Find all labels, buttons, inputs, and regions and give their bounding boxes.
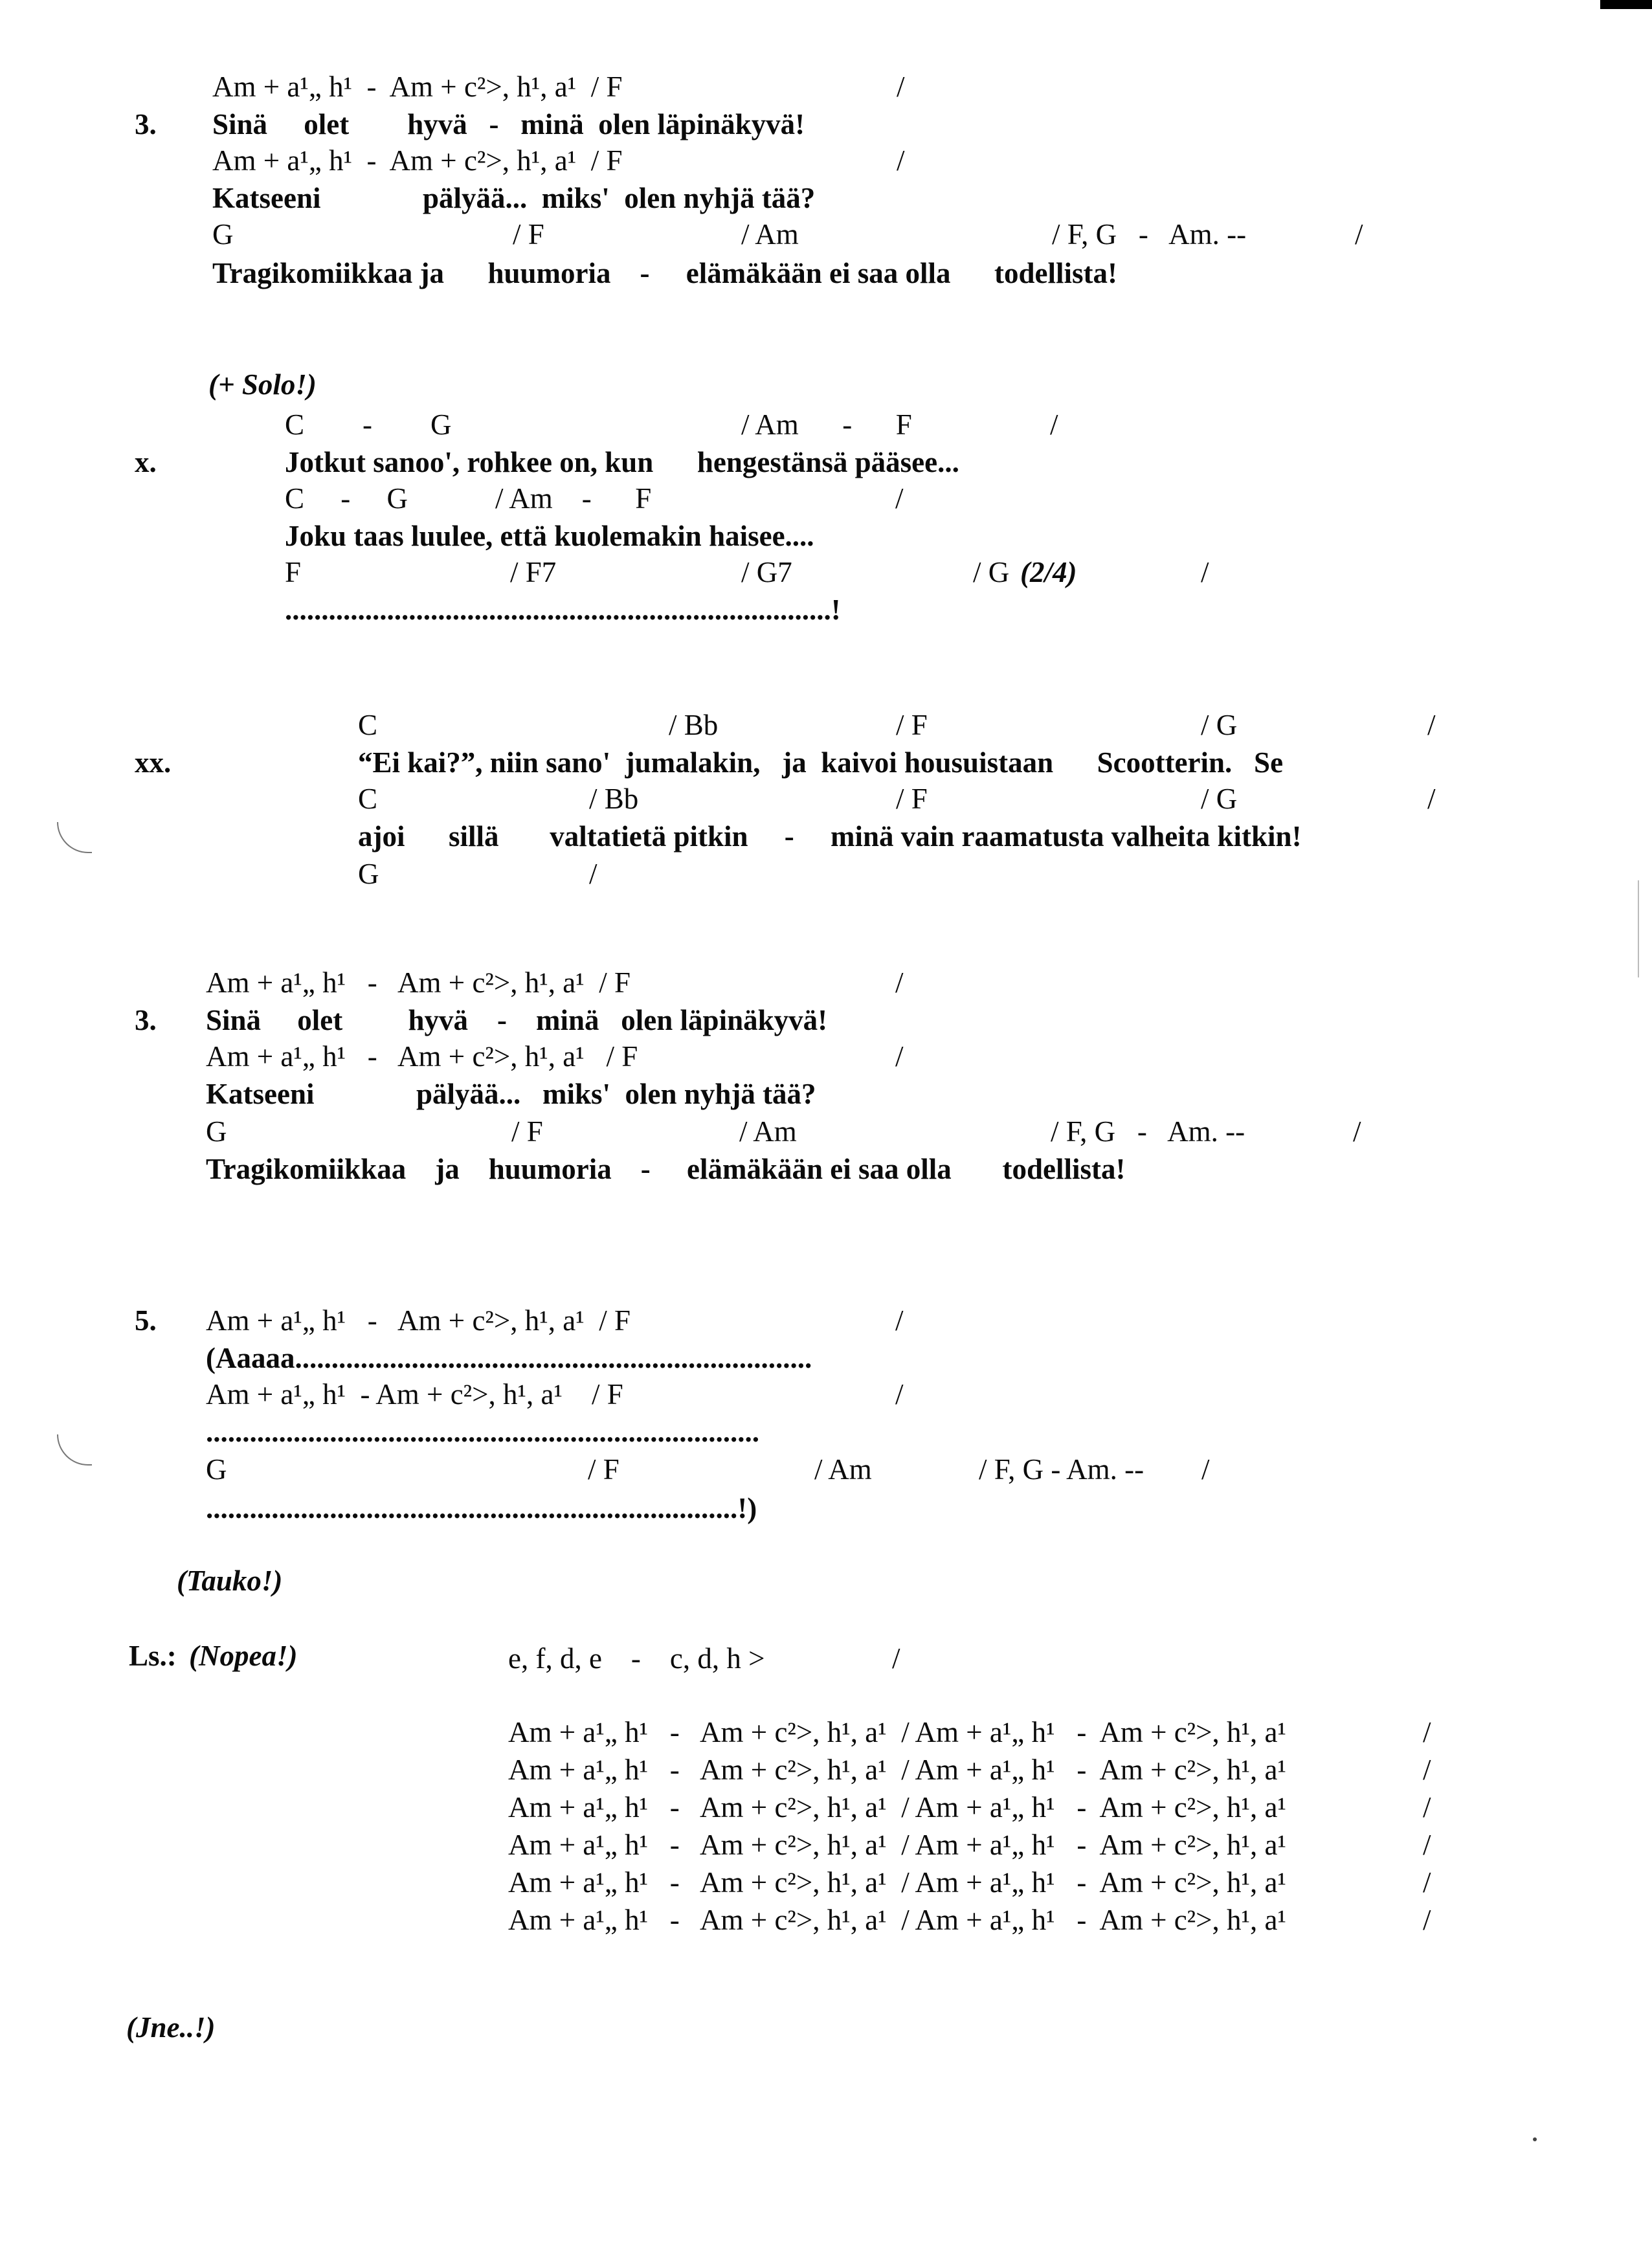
bar-mark: / [1355, 218, 1363, 251]
chord: / F, G - Am. -- [979, 1453, 1144, 1486]
chord-line: Am + a¹„ h¹ - Am + c²>, h¹, a¹ / Am + a¹„ h¹ - Am + c²>, h¹, a¹ [508, 1791, 1286, 1823]
chord-line: Am + a¹„ h¹ - Am + c²>, h¹, a¹ / Am + a¹„ h¹ - Am + c²>, h¹, a¹ [508, 1904, 1286, 1936]
bar-mark: / [589, 858, 597, 890]
bar-mark: / [1201, 556, 1209, 588]
note-sequence: e, f, d, e - c, d, h > [508, 1642, 765, 1675]
scan-corner-mark [1600, 0, 1652, 9]
chord: C [358, 783, 378, 815]
bar-mark: / [1050, 408, 1058, 441]
time-signature: (2/4) [1020, 556, 1077, 588]
chord: G [212, 218, 234, 251]
chord-line: Am + a¹„ h¹ - Am + c²>, h¹, a¹ / F [212, 144, 623, 177]
section-note: (+ Solo!) [208, 368, 317, 401]
chord: F [285, 556, 302, 588]
verse-number: 3. [135, 108, 157, 140]
chord: / Am [741, 218, 799, 251]
hole-punch-mark [57, 1434, 92, 1466]
bar-mark: / [1353, 1115, 1361, 1148]
chord-line: Am + a¹„ h¹ - Am + c²>, h¹, a¹ / F [206, 966, 631, 999]
chord-line: Am + a¹„ h¹ - Am + c²>, h¹, a¹ / F [206, 1304, 631, 1337]
chord: / F, G - Am. -- [1052, 218, 1247, 251]
chord: / F [896, 709, 928, 741]
bar-mark: / [1423, 1829, 1431, 1861]
dotted-line: ............................................................................ [206, 1416, 759, 1448]
lyric-line: Katseeni pälyää... miks' olen nyhjä tää? [212, 182, 816, 214]
bar-mark: / [895, 1040, 904, 1073]
chord: / Bb [669, 709, 719, 741]
lyric-line: Tragikomiikkaa ja huumoria - elämäkään ei saa olla todellista! [212, 257, 1117, 289]
chord: C [358, 709, 378, 741]
bar-mark: / [895, 482, 904, 515]
chord-line: C - G [285, 408, 452, 441]
chord-line: Am + a¹„ h¹ - Am + c²>, h¹, a¹ / Am + a¹„ h¹ - Am + c²>, h¹, a¹ [508, 1754, 1286, 1786]
chord: G [206, 1115, 227, 1148]
tempo-note: (Nopea!) [189, 1640, 298, 1672]
chord: / F [513, 218, 544, 251]
chord-line: / Am - F [741, 408, 912, 441]
chord: / Am [739, 1115, 797, 1148]
lyric-line: Sinä olet hyvä - minä olen läpinäkyvä! [206, 1004, 828, 1036]
bar-mark: / [895, 1378, 904, 1410]
bar-mark: / [897, 71, 905, 103]
chord: / F, G - Am. -- [1051, 1115, 1245, 1148]
section-note: (Tauko!) [177, 1565, 283, 1597]
chord: G [358, 858, 379, 890]
chord: / F [511, 1115, 543, 1148]
lyric-line: Katseeni pälyää... miks' olen nyhjä tää? [206, 1078, 816, 1110]
dotted-line: .........................................................................!) [206, 1492, 757, 1524]
verse-number: 5. [135, 1304, 157, 1337]
chord-line: C - G / Am - F [285, 482, 652, 515]
bar-mark: / [892, 1642, 900, 1675]
bar-mark: / [1201, 1453, 1210, 1486]
bar-mark: / [1423, 1904, 1431, 1936]
chord: / G [1201, 709, 1238, 741]
bar-mark: / [1427, 783, 1436, 815]
lyric-line: ajoi sillä valtatietä pitkin - minä vain raamatusta valheita kitkin! [358, 820, 1302, 853]
chord: / Am [814, 1453, 872, 1486]
verse-number: 3. [135, 1004, 157, 1036]
lyric-line: Jotkut sanoo', rohkee on, kun hengestänsä pääsee... [285, 446, 959, 478]
verse-number: x. [135, 446, 157, 478]
lyric-line: “Ei kai?”, niin sano' jumalakin, ja kaivoi housuistaan Scootterin. Se [358, 746, 1284, 779]
lyric-line: Joku taas luulee, että kuolemakin haisee.... [285, 520, 814, 552]
hole-punch-mark [57, 822, 92, 853]
chord: / G7 [741, 556, 792, 588]
chord: / G [1201, 783, 1238, 815]
bar-mark: / [895, 1304, 904, 1337]
lyric-line: Tragikomiikkaa ja huumoria - elämäkään ei saa olla todellista! [206, 1153, 1126, 1185]
bar-mark: / [1423, 1716, 1431, 1748]
scan-edge [1638, 880, 1639, 977]
chord-line: Am + a¹„ h¹ - Am + c²>, h¹, a¹ / Am + a¹„ h¹ - Am + c²>, h¹, a¹ [508, 1866, 1286, 1899]
section-note: (Jne..!) [126, 2011, 216, 2044]
chord-line: Am + a¹„ h¹ - Am + c²>, h¹, a¹ / F [206, 1040, 638, 1073]
chord-line: Am + a¹„ h¹ - Am + c²>, h¹, a¹ / Am + a¹„ h¹ - Am + c²>, h¹, a¹ [508, 1716, 1286, 1748]
chord: / G [973, 556, 1010, 588]
bar-mark: / [897, 144, 905, 177]
section-label: Ls.: [129, 1640, 177, 1672]
chord: / F [896, 783, 928, 815]
lyric-line: (Aaaaa....................................................................... [206, 1342, 812, 1374]
chord: / Bb [589, 783, 639, 815]
chord-line: Am + a¹„ h¹ - Am + c²>, h¹, a¹ / Am + a¹„ h¹ - Am + c²>, h¹, a¹ [508, 1829, 1286, 1861]
bar-mark: / [1427, 709, 1436, 741]
chord: G [206, 1453, 227, 1486]
dotted-line: ...........................................................................! [285, 594, 841, 626]
verse-number: xx. [135, 746, 172, 779]
bar-mark: / [1423, 1754, 1431, 1786]
scan-speck [1533, 2137, 1537, 2141]
lyric-line: Sinä olet hyvä - minä olen läpinäkyvä! [212, 108, 805, 140]
bar-mark: / [895, 966, 904, 999]
bar-mark: / [1423, 1866, 1431, 1899]
bar-mark: / [1423, 1791, 1431, 1823]
chord-line: Am + a¹„ h¹ - Am + c²>, h¹, a¹ / F [212, 71, 623, 103]
chord: / F7 [510, 556, 557, 588]
chord-line: Am + a¹„ h¹ - Am + c²>, h¹, a¹ / F [206, 1378, 623, 1410]
chord: / F [588, 1453, 620, 1486]
